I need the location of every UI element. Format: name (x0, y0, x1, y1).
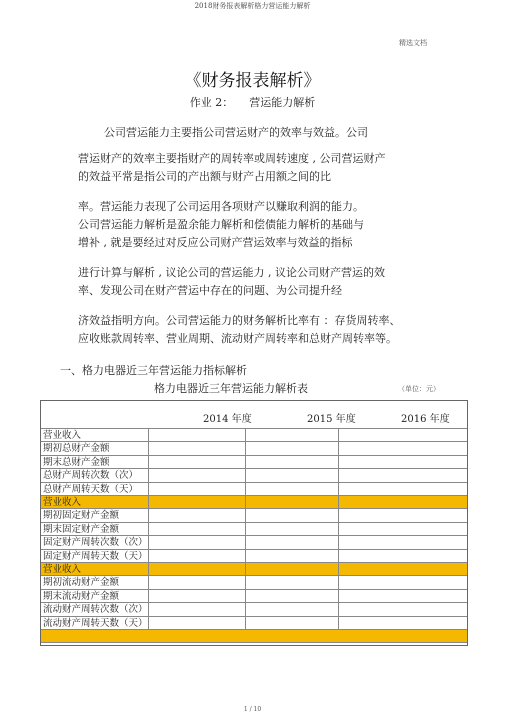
cell-divider (338, 483, 339, 495)
cell-divider (148, 509, 149, 521)
cell-divider (245, 429, 246, 441)
row-label: 期末总财产金额 (43, 456, 110, 468)
cell-divider (148, 603, 149, 615)
table-row (41, 602, 467, 615)
body-line-9: 济效益指明方向。公司营运能力的财务解析比率有 ：存货周转率、 (78, 314, 401, 327)
row-label: 期末固定财产金额 (43, 523, 120, 535)
table-row (41, 428, 467, 441)
table-row (41, 441, 467, 454)
table-unit: （单位：元） (398, 385, 440, 393)
body-line-10: 应收账款周转率、营业周期、流动财产周转率和总财产周转率等。 (78, 332, 397, 345)
body-line-5: 公司营运能力解析是盈余能力解析和偿债能力解析的基础与 (78, 218, 364, 231)
body-line-8: 率、发现公司在财产营运中存在的问题、为公司提升经 (78, 284, 342, 297)
row-label: 期初固定财产金额 (43, 510, 120, 522)
cell-divider (148, 496, 149, 508)
cell-divider (148, 523, 149, 535)
row-label: 营业收入 (43, 430, 82, 441)
cell-divider (338, 429, 339, 441)
table-row (41, 535, 467, 548)
cell-divider (245, 496, 246, 508)
cell-divider (338, 442, 339, 454)
table-header (41, 401, 467, 428)
cell-divider (338, 576, 339, 588)
cell-divider (245, 550, 246, 562)
cell-divider (148, 590, 149, 602)
row-label: 总财产周转天数（天） (43, 483, 139, 495)
row-label: 流动财产周转次数（次） (43, 604, 148, 616)
cell-divider (245, 563, 246, 575)
cell-divider (245, 617, 246, 629)
cell-divider (148, 617, 149, 629)
table-row (41, 629, 467, 642)
cell-divider (338, 456, 339, 468)
cell-divider (338, 536, 339, 548)
table-row (41, 468, 467, 481)
table-row (41, 455, 467, 468)
body-line-6: 增补 , 就是要经过对反应公司财产营运效率与效益的指标 (78, 236, 353, 249)
cell-divider (338, 563, 339, 575)
cell-divider (338, 509, 339, 521)
cell-divider (148, 429, 149, 441)
corner-note: 精选文档 (399, 39, 427, 47)
cell-divider (148, 456, 149, 468)
row-label: 期末流动财产金额 (43, 590, 120, 602)
page-number: 1 / 10 (243, 706, 262, 713)
cell-divider (148, 550, 149, 562)
cell-divider (338, 603, 339, 615)
cell-divider (148, 442, 149, 454)
cell-divider (148, 469, 149, 481)
body-line-7: 进行计算与解析 , 议论公司的营运能力 , 议论公司财产营运的效 (78, 266, 385, 279)
table-row (41, 589, 467, 602)
document-subtitle (0, 94, 505, 110)
cell-divider (245, 469, 246, 481)
cell-divider (148, 576, 149, 588)
column-header-2016: 2016 年度 (401, 414, 450, 425)
row-label: 流动财产周转天数（天） (43, 617, 148, 629)
row-label: 营业收入 (43, 497, 82, 508)
section-heading: 一、格力电器近三年营运能力指标解析 (60, 364, 247, 377)
row-label: 固定财产周转天数（天） (43, 550, 148, 562)
cell-divider (245, 442, 246, 454)
page-header: 2018财务报表解析格力营运能力解析 (194, 2, 311, 10)
cell-divider (338, 496, 339, 508)
body-line-4: 率。营运能力表现了公司运用各项财产以赚取利润的能力。 (78, 200, 364, 213)
cell-divider (245, 456, 246, 468)
cell-divider (338, 523, 339, 535)
table-row (41, 575, 467, 588)
cell-divider (148, 536, 149, 548)
table-row (41, 562, 467, 575)
cell-divider (148, 483, 149, 495)
cell-divider (338, 550, 339, 562)
row-label: 总财产周转次数（次） (43, 470, 139, 482)
cell-divider (338, 590, 339, 602)
cell-divider (245, 536, 246, 548)
table-row (41, 642, 467, 655)
table-row (41, 508, 467, 521)
table-row (41, 616, 467, 629)
body-line-3: 的效益平常是指公司的产出额与财产占用额之间的比 (78, 170, 331, 183)
column-header-2015: 2015 年度 (307, 414, 356, 425)
cell-divider (245, 509, 246, 521)
row-label: 期初流动财产金额 (43, 577, 120, 589)
table-row (41, 482, 467, 495)
cell-divider (245, 523, 246, 535)
row-label: 固定财产周转次数（次） (43, 537, 148, 549)
assignment-label: 作业 2： (189, 96, 234, 109)
table-row (41, 549, 467, 562)
row-label: 营业收入 (43, 564, 82, 575)
table-row (41, 495, 467, 508)
table-row (41, 522, 467, 535)
body-line-1: 公司营运能力主要指公司营运财产的效率与效益。公司 (104, 126, 368, 139)
row-label: 期初总财产金额 (43, 443, 110, 455)
assignment-topic: 营运能力解析 (249, 96, 316, 109)
column-header-2014: 2014 年度 (203, 414, 252, 425)
document-title: 《财务报表解析》 (184, 71, 321, 91)
operating-capacity-table (40, 400, 468, 646)
cell-divider (148, 563, 149, 575)
cell-divider (338, 469, 339, 481)
cell-divider (338, 617, 339, 629)
cell-divider (245, 483, 246, 495)
body-line-2: 营运财产的效率主要指财产的周转率或周转速度 , 公司营运财产 (78, 152, 386, 165)
cell-divider (245, 603, 246, 615)
cell-divider (245, 576, 246, 588)
cell-divider (245, 590, 246, 602)
table-caption: 格力电器近三年营运能力解析表 (154, 382, 308, 395)
